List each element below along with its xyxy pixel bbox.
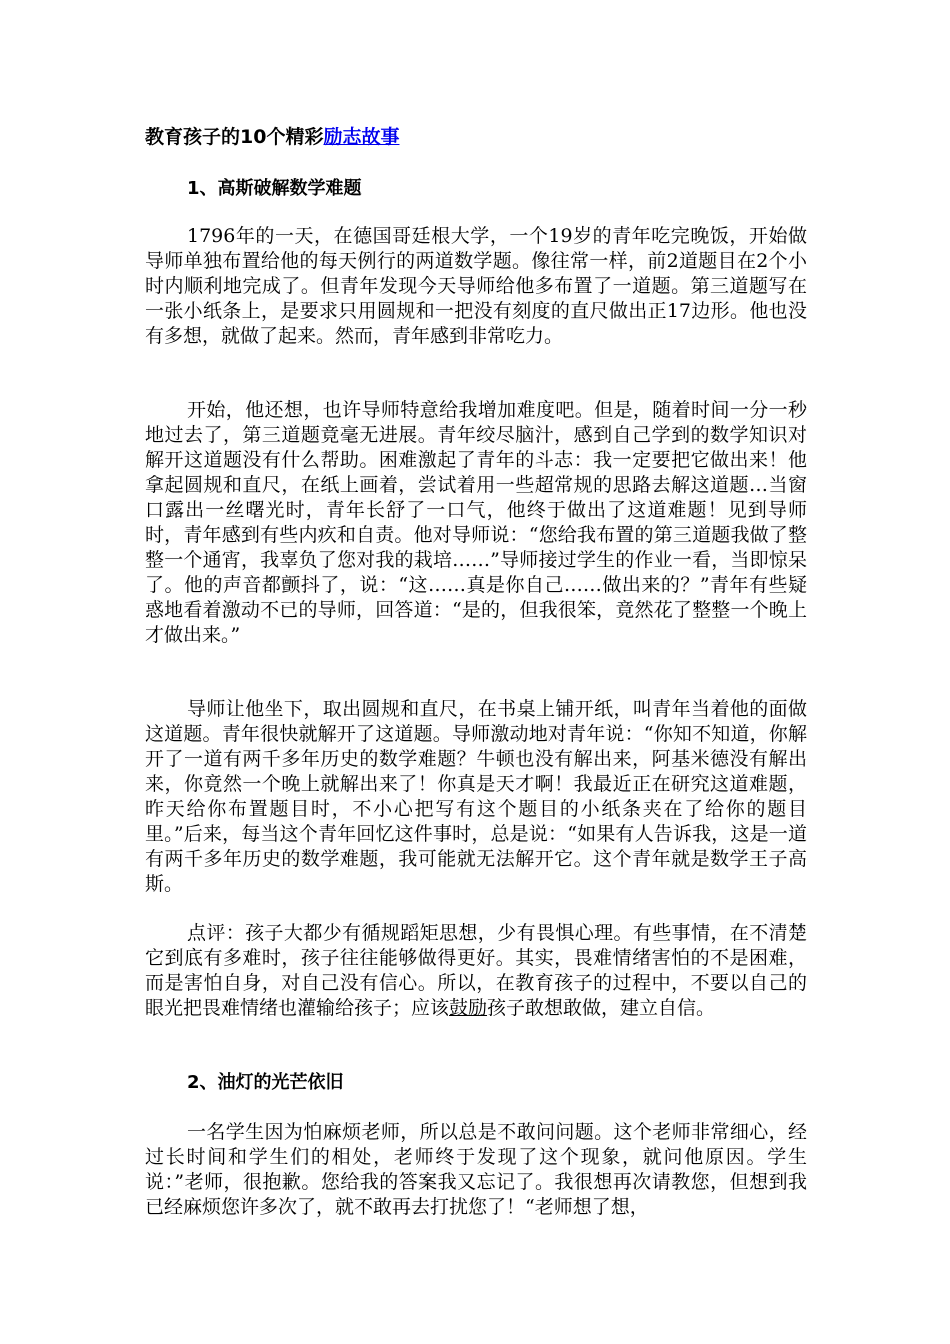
story-2-heading: 2、油灯的光芒依旧 (187, 1072, 344, 1093)
commentary-text-end: 孩子敢想敢做，建立自信。 (487, 997, 716, 1019)
document-title (145, 124, 399, 150)
title-link[interactable]: 励志故事 (323, 126, 400, 148)
story-1-paragraph-2: 开始，他还想，也许导师特意给我增加难度吧。但是，随着时间一分一秒地过去了，第三道题竟毫无进展。青年绞尽脑汁，感到自己学到的数学知识对解开这道题没有什么帮助。困难激起了青年的斗志：我一定要把它做出来！他拿起圆规和直尺，在纸上画着，尝试着用一些超常规的思路去解这道题…当窗口露出一丝曙光时，青年长舒了一口气，他终于做出了这道难题！见到导师时，青年感到有些内疚和自责。他对导师说：“您给我布置的第三道题我做了整整一个通宵，我辜负了您对我的栽培……”导师接过学生的作业一看，当即惊呆了。他的声音都颤抖了，说：“这……真是你自己……做出来的？”青年有些疑惑地看着激动不已的导师，回答道：“是的，但我很笨，竟然花了整整一个晚上才做出来。” (145, 399, 807, 646)
commentary-text-start: 点评：孩子大都少有循规蹈矩思想，少有畏惧心理。有些事情，在不清楚它到底有多难时，孩子往往能够做得更好。其实，畏难情绪害怕的不是困难，而是害怕自身，对自己没有信心。所以，在教育孩子的过程中，不要以自己的眼光把畏难情绪也灌输给孩子；应该 (145, 922, 807, 1019)
story-1-paragraph-1: 1796年的一天，在德国哥廷根大学，一个19岁的青年吃完晚饭，开始做导师单独布置给他的每天例行的两道数学题。像往常一样，前2道题目在2个小时内顺利地完成了。但青年发现今天导师给他多布置了一道题。第三道题写在一张小纸条上，是要求只用圆规和一把没有刻度的直尺做出正17边形。他也没有多想，就做了起来。然而，青年感到非常吃力。 (145, 225, 807, 347)
encourage-link[interactable]: 鼓励 (449, 997, 488, 1019)
story-2-paragraph-1: 一名学生因为怕麻烦老师，所以总是不敢问问题。这个老师非常细心，经过长时间和学生们的相处，老师终于发现了这个现象，就问他原因。学生说：”老师，很抱歉。您给我的答案我又忘记了。我很想再次请教您，但想到我已经麻烦您许多次了，就不敢再去打扰您了！“老师想了想， (145, 1121, 807, 1218)
story-1-commentary (145, 921, 807, 1021)
document-title-text: 教育孩子的10个精彩 (145, 126, 324, 148)
story-1-heading: 1、高斯破解数学难题 (187, 178, 362, 199)
story-1-paragraph-3: 导师让他坐下，取出圆规和直尺，在书桌上铺开纸，叫青年当着他的面做这道题。青年很快就解开了这道题。导师激动地对青年说：“你知不知道，你解开了一道有两千多年历史的数学难题？牛顿也没有解出来，阿基米德没有解出来，你竟然一个晚上就解出来了！你真是天才啊！我最近正在研究这道难题，昨天给你布置题目时，不小心把写有这个题目的小纸条夹在了给你的题目里。”后来，每当这个青年回忆这件事时，总是说：“如果有人告诉我，这是一道有两千多年历史的数学难题，我可能就无法解开它。这个青年就是数学王子高斯。 (145, 698, 807, 895)
